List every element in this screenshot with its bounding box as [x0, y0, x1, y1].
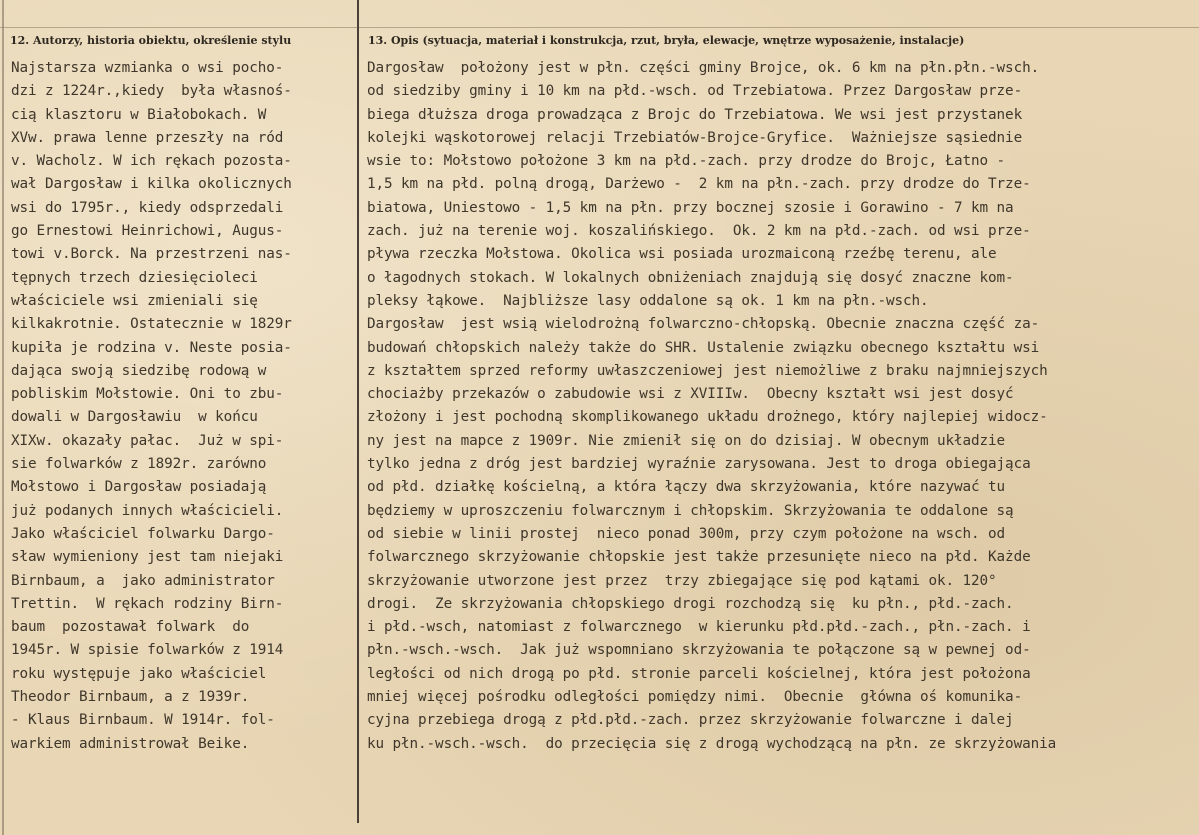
text-line: Dargosław położony jest w płn. części gminy Brojce, ok. 6 km na płn.płn.-wsch. — [367, 60, 1040, 76]
text-line: dowali w Dargosławiu w końcu — [11, 409, 258, 426]
text-line: - Klaus Birnbaum. W 1914r. fol- — [11, 712, 275, 729]
header-rule — [0, 27, 1199, 28]
text-line: sław wymieniony jest tam niejaki — [11, 549, 284, 566]
text-line: dzi z 1224r.,kiedy była własnoś- — [11, 83, 292, 100]
text-line: chociażby przekazów o zabudowie wsi z XVIIIw. Obecny kształt wsi jest dosyć — [367, 386, 1014, 403]
text-line: Dargosław jest wsią wielodrożną folwarczno-chłopską. Obecnie znaczna część za- — [367, 316, 1040, 333]
text-line: ku płn.-wsch.-wsch. do przecięcia się z drogą wychodzącą na płn. ze skrzyżowania — [367, 735, 1057, 752]
section-13-heading: 13. Opis (sytuacja, materiał i konstrukcja, rzut, bryła, elewacje, wnętrze wyposażenie, instalacje) — [368, 34, 965, 47]
text-line: pobliskim Mołstowie. Oni to zbu- — [11, 386, 284, 403]
text-line: Birnbaum, a jako administrator — [11, 572, 275, 589]
text-line: towi v.Borck. Na przestrzeni nas- — [11, 246, 292, 263]
text-line: od siedziby gminy i 10 km na płd.-wsch. od Trzebiatowa. Przez Dargosław prze- — [367, 83, 1023, 100]
text-line: będziemy w uproszczeniu folwarcznym i chłopskim. Skrzyżowania te oddalone są — [367, 502, 1014, 519]
section-12-text — [11, 57, 353, 756]
text-line: cyjna przebiega drogą z płd.płd.-zach. przez skrzyżowanie folwarczne i dalej — [367, 712, 1014, 729]
text-line: Jako właściciel folwarku Dargo- — [11, 525, 275, 542]
text-line: ny jest na mapce z 1909r. Nie zmienił się on do dzisiaj. W obecnym układzie — [367, 432, 1006, 449]
text-line: z kształtem sprzed reformy uwłaszczeniowej jest niemożliwe z braku najmniejszych — [367, 362, 1048, 379]
text-line: warkiem administrował Beike. — [11, 735, 250, 752]
text-line: dająca swoją siedzibę rodową w — [11, 362, 267, 379]
text-line: kolejki wąskotorowej relacji Trzebiatów-Brojce-Gryfice. Ważniejsze sąsiednie — [367, 129, 1023, 146]
text-line: już podanych innych właścicieli. — [11, 502, 284, 519]
text-line: Najstarsza wzmianka o wsi pocho- — [11, 60, 284, 76]
text-line: v. Wacholz. W ich rękach pozosta- — [11, 153, 292, 170]
text-line: wsi do 1795r., kiedy odsprzedali — [11, 199, 284, 216]
text-line: wsie to: Mołstowo położone 3 km na płd.-zach. przy drodze do Brojc, Łatno - — [367, 153, 1006, 170]
text-line: pleksy łąkowe. Najbliższe lasy oddalone są ok. 1 km na płn.-wsch. — [367, 292, 929, 309]
text-line: baum pozostawał folwark do — [11, 619, 250, 636]
text-line: go Ernestowi Heinrichowi, Augus- — [11, 223, 284, 240]
text-line: pływa rzeczka Mołstowa. Okolica wsi posiada urozmaiconą rzeźbę terenu, ale — [367, 246, 997, 263]
text-line: roku występuje jako właściciel — [11, 665, 267, 682]
text-line: skrzyżowanie utworzone jest przez trzy zbiegające się pod kątami ok. 120° — [367, 572, 997, 589]
text-line: Mołstowo i Dargosław posiadają — [11, 479, 267, 496]
text-line: biega dłuższa droga prowadząca z Brojc do Trzebiatowa. We wsi jest przystanek — [367, 106, 1023, 123]
text-line: kupiła je rodzina v. Neste posia- — [11, 339, 292, 356]
text-line: sie folwarków z 1892r. zarówno — [11, 456, 267, 473]
text-line: właściciele wsi zmieniali się — [11, 292, 258, 309]
text-line: płn.-wsch.-wsch. Jak już wspomniano skrzyżowania te połączone są w pewnej od- — [367, 642, 1031, 659]
text-line: o łagodnych stokach. W lokalnych obniżeniach znajdują się dosyć znaczne kom- — [367, 269, 1014, 286]
section-12-heading: 12. Autorzy, historia obiektu, określenie stylu — [10, 34, 292, 47]
text-line: biatowa, Uniestowo - 1,5 km na płn. przy bocznej szosie i Gorawino - 7 km na — [367, 199, 1014, 216]
text-line: cią klasztoru w Białobokach. W — [11, 106, 267, 123]
text-line: ległości od nich drogą po płd. stronie parceli kościelnej, która jest położona — [367, 665, 1031, 682]
text-line: folwarcznego skrzyżowanie chłopskie jest także przesunięte nieco na płd. Każde — [367, 549, 1031, 566]
text-line: kilkakrotnie. Ostatecznie w 1829r — [11, 316, 292, 333]
text-line: 1,5 km na płd. polną drogą, Darżewo - 2 km na płn.-zach. przy drodze do Trze- — [367, 176, 1031, 193]
left-border-line — [2, 0, 4, 835]
text-line: od płd. działkę kościelną, a która łączy dwa skrzyżowania, które nazywać tu — [367, 479, 1006, 496]
text-line: drogi. Ze skrzyżowania chłopskiego drogi rozchodzą się ku płn., płd.-zach. — [367, 595, 1014, 612]
text-line: złożony i jest pochodną skomplikowanego układu drożnego, który najlepiej widocz- — [367, 409, 1048, 426]
text-line: tylko jedna z dróg jest bardziej wyraźnie zarysowana. Jest to droga obiegająca — [367, 456, 1031, 473]
text-line: tępnych trzech dziesięcioleci — [11, 269, 258, 286]
section-13-text — [367, 57, 1195, 756]
text-line: i płd.-wsch, natomiast z folwarcznego w kierunku płd.płd.-zach., płn.-zach. i — [367, 619, 1031, 636]
text-line: mniej więcej pośrodku odległości pomiędzy nimi. Obecnie główna oś komunika- — [367, 689, 1023, 706]
text-line: XIXw. okazały pałac. Już w spi- — [11, 432, 284, 449]
text-line: Trettin. W rękach rodziny Birn- — [11, 595, 284, 612]
text-line: budowań chłopskich należy także do SHR. Ustalenie związku obecnego kształtu wsi — [367, 339, 1040, 356]
text-line: 1945r. W spisie folwarków z 1914 — [11, 642, 284, 659]
text-line: zach. już na terenie woj. koszalińskiego. Ok. 2 km na płd.-zach. od wsi prze- — [367, 223, 1031, 240]
text-line: wał Dargosław i kilka okolicznych — [11, 176, 292, 193]
text-line: XVw. prawa lenne przeszły na ród — [11, 129, 284, 146]
text-line: od siebie w linii prostej nieco ponad 300m, przy czym położone na wsch. od — [367, 525, 1006, 542]
column-divider — [357, 0, 359, 823]
text-line: Theodor Birnbaum, a z 1939r. — [11, 689, 250, 706]
